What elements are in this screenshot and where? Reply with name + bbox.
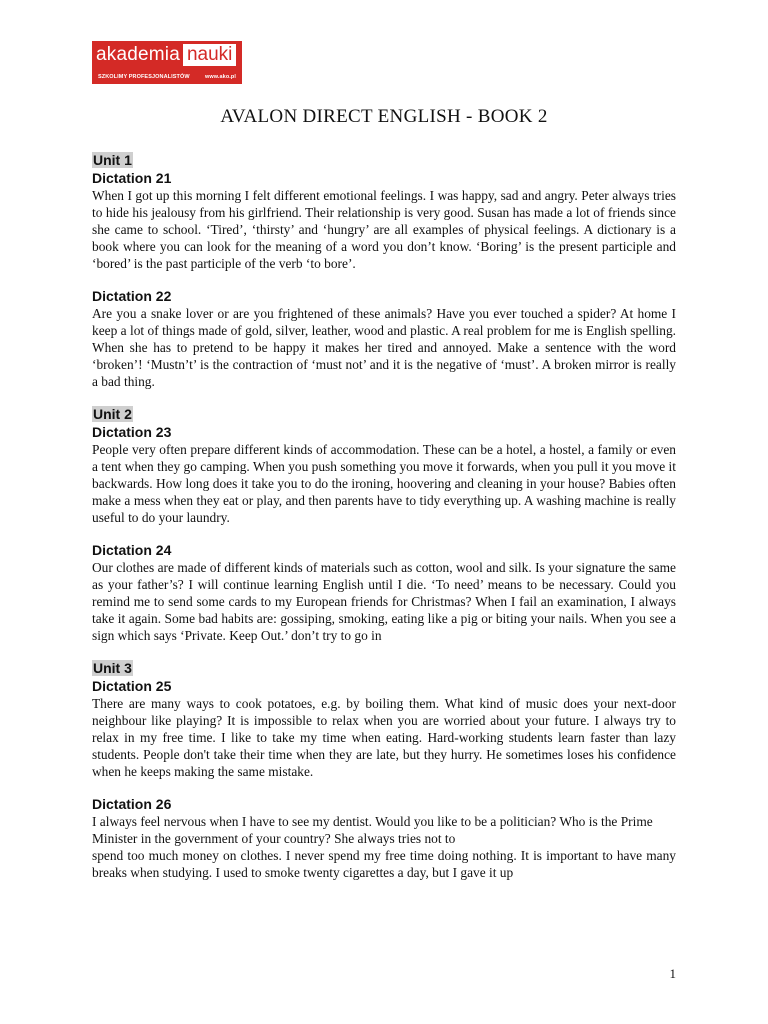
unit-section <box>92 660 676 881</box>
dictation-text: When I got up this morning I felt different emotional feelings. I was happy, sad and angry. Peter always tries to hide his jealousy from his girlfriend. Their relationship is very good. Susan has made a lot of friends since she came to school. ‘Tired’, ‘thirsty’ and ‘hungry’ are all examples of physical feelings. A dictionary is a book where you can look for the meaning of a word you don’t know. ‘Boring’ is the present participle and ‘bored’ is the past participle of the verb ‘to bore’. <box>92 188 676 271</box>
dictation-title: Dictation 21 <box>92 170 172 186</box>
unit-section <box>92 406 676 644</box>
dictation-title: Dictation 25 <box>92 678 172 694</box>
unit-section <box>92 152 676 390</box>
akademia-nauki-logo <box>92 41 242 84</box>
dictation-text: People very often prepare different kinds of accommodation. These can be a hotel, a hostel, a family or even a tent when they go camping. When you push something you move it forwards, when you pull it you move it backwards. How long does it take you to do the ironing, hoovering and cleaning in your house? Babies often make a mess when they eat or play, and then parents have to tidy everything up. A washing machine is really useful to do your laundry. <box>92 442 676 525</box>
document-title: AVALON DIRECT ENGLISH - BOOK 2 <box>220 106 548 127</box>
dictation-title: Dictation 23 <box>92 424 172 440</box>
dictation-title: Dictation 22 <box>92 288 172 304</box>
dictation-text: Are you a snake lover or are you frightened of these animals? Have you ever touched a spider? At home I keep a lot of things made of gold, silver, leather, wood and plastic. A real problem for me is English spelling. When she has to pretend to be happy it makes her tired and annoyed. Make a sentence with the word ‘broken’! ‘Mustn’t’ is the contraction of ‘must not’ and it is the negative of ‘must’. A broken mirror is really a bad thing. <box>92 306 676 389</box>
unit-label: Unit 3 <box>93 660 132 676</box>
dictation-text: There are many ways to cook potatoes, e.g. by boiling them. What kind of music does your next-door neighbour like playing? It is impossible to relax when you are worried about your future. I always try to relax in my free time. I like to take my time when eating. Hard-working students learn faster than lazy students. People don't take their time when they are late, but they hurry. He sometimes loses his confidence when he keeps making the same mistake. <box>92 696 676 779</box>
page-number: 1 <box>669 966 676 981</box>
dictation-text-line: I always feel nervous when I have to see my dentist. Would you like to be a politician? Who is the Prime Minister in the government of your country? She always tries not to <box>92 814 653 846</box>
unit-label: Unit 1 <box>93 152 132 168</box>
logo-word-akademia: akademia <box>96 44 180 65</box>
dictation-title: Dictation 24 <box>92 542 172 558</box>
dictation-text: Our clothes are made of different kinds of materials such as cotton, wool and silk. Is your signature the same as your father’s? I will continue learning English until I die. ‘To need’ means to be necessary. Could you remind me to send some cards to my European friends for Christmas? When I fail an examination, I always take it again. Some bad habits are: gossiping, smoking, eating like a pig or biting your nails. When you see a sign which says ‘Private. Keep Out.’ don’t try to go in <box>92 560 676 643</box>
dictation-text-line: spend too much money on clothes. I never spend my free time doing nothing. It is important to have many breaks when studying. I used to smoke twenty cigarettes a day, but I gave it up <box>92 848 676 880</box>
logo-word-nauki: nauki <box>183 44 236 66</box>
dictation-title: Dictation 26 <box>92 796 172 812</box>
document-body <box>92 152 676 881</box>
logo-bottom-row <box>98 74 236 80</box>
unit-label: Unit 2 <box>93 406 132 422</box>
logo-wordmark <box>96 44 236 66</box>
logo-website: www.ako.pl <box>204 74 236 80</box>
logo-tagline: SZKOLIMY PROFESJONALISTÓW <box>98 74 190 80</box>
